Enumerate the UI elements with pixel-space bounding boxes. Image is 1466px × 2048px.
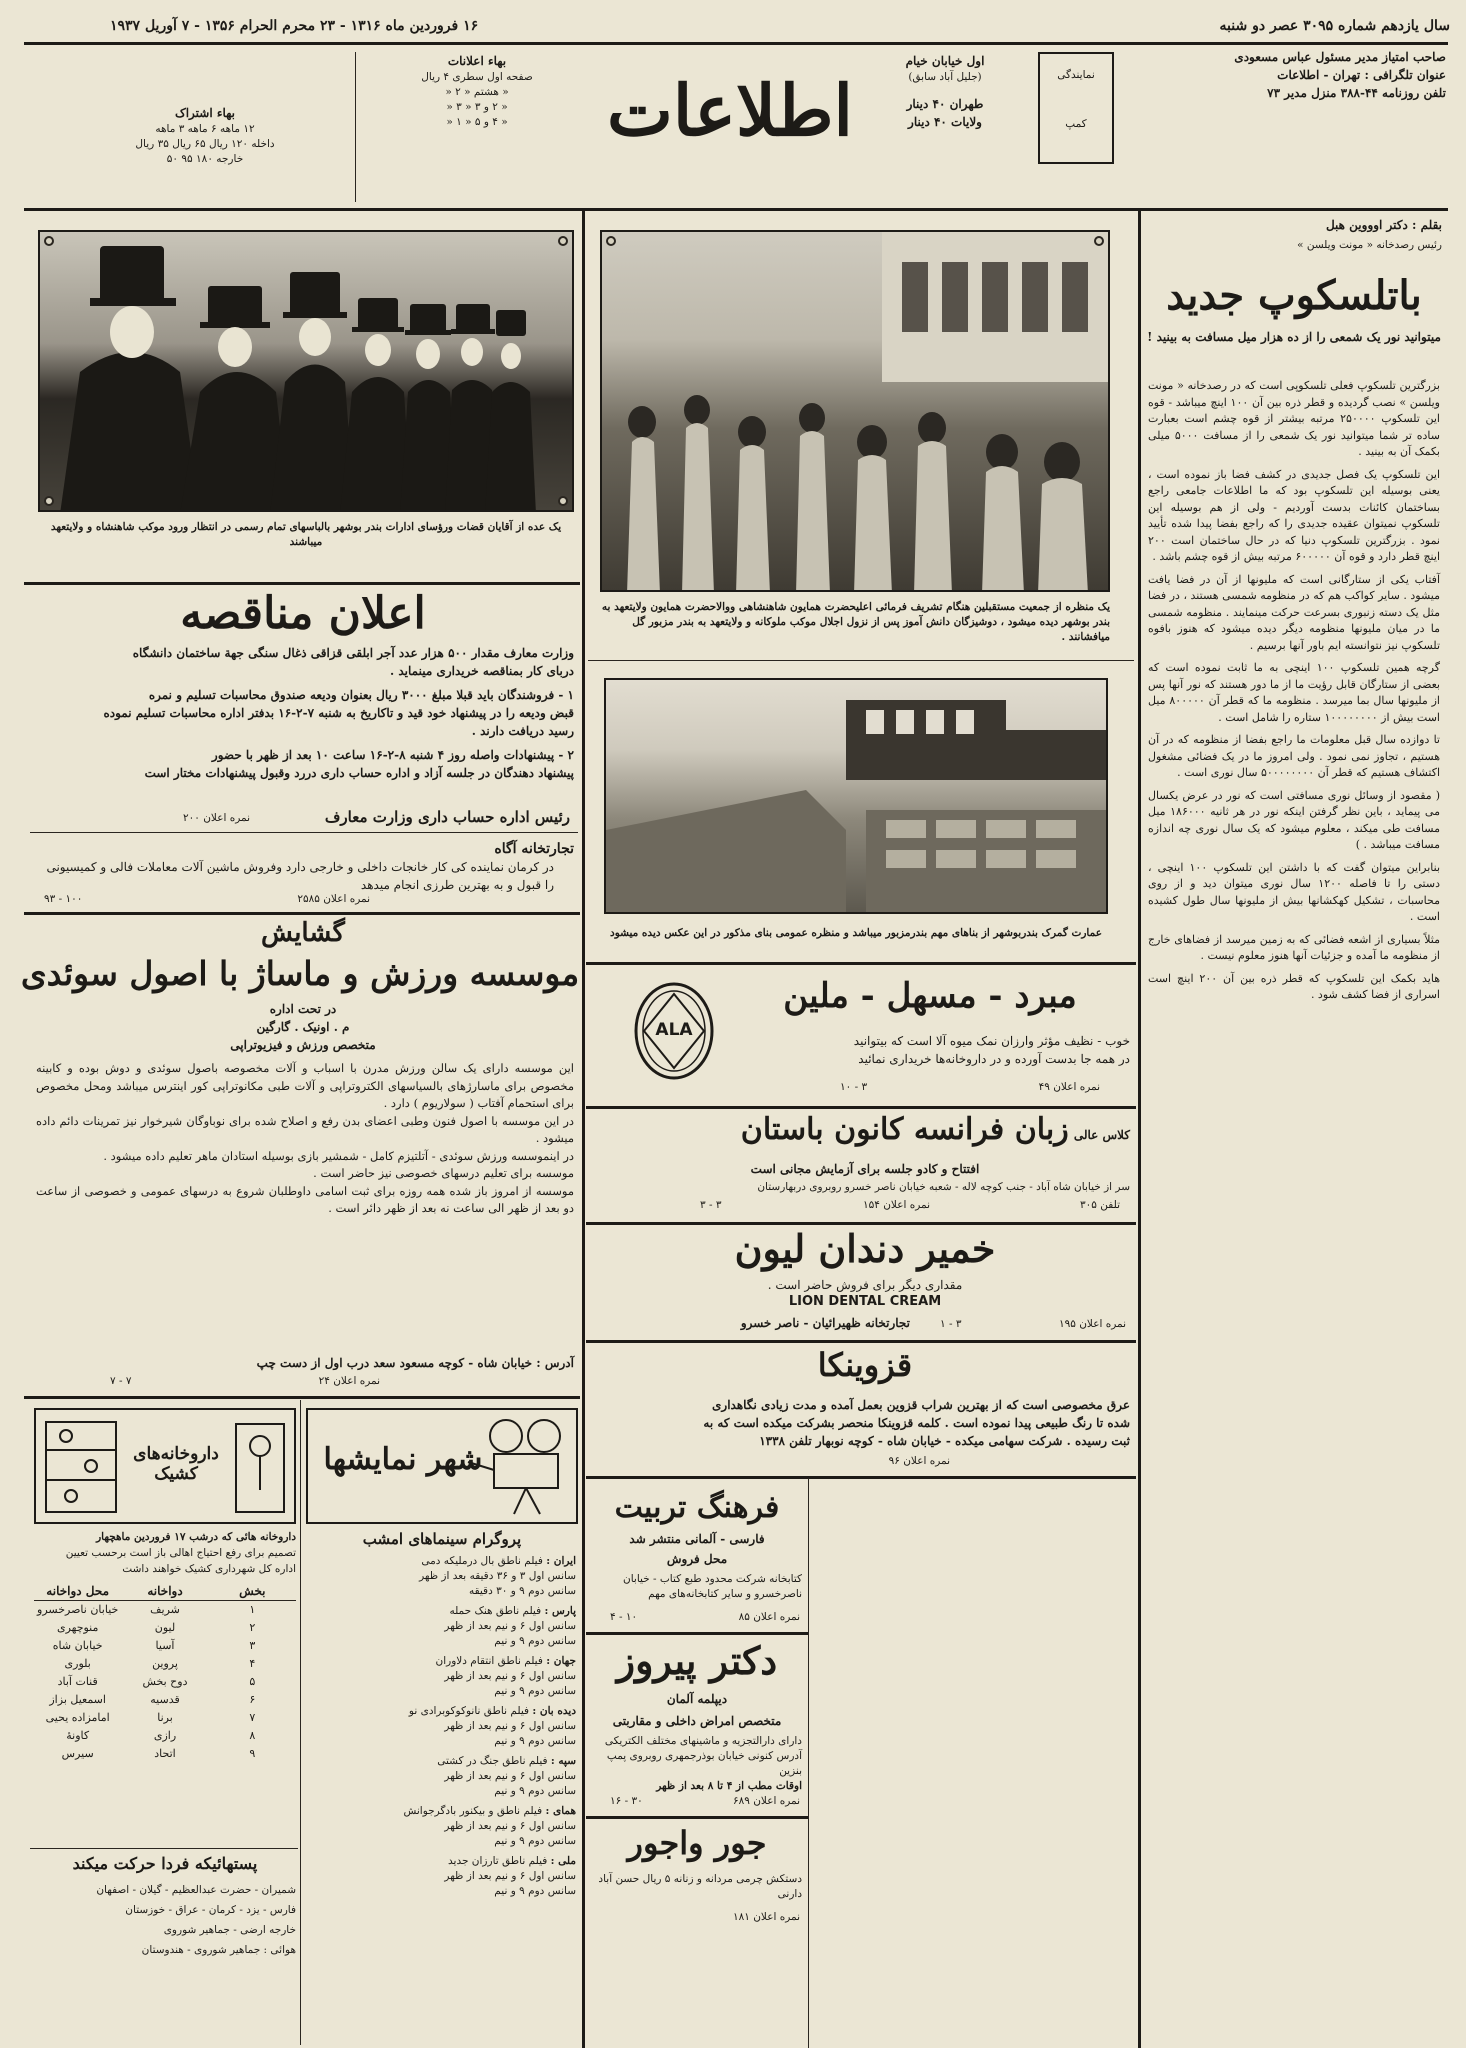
crowd-caption: یک منظره از جمعیت مستقبلین هنگام تشریف فرمائی اعلیحضرت همایون شاهنشاهی ووالاحضرت همایون ولایتعهد به بندر بوشهر دیده میشود ، دوشیزگان دانش آموز پس از نزول اجلال موکب ملوکانه و ولایتعهد به بندر مزبور گل میافشانند . xyxy=(601,601,1110,643)
telescope-author: بقلم : دکتر اوووین هبل xyxy=(1325,218,1442,232)
officials-photo xyxy=(38,230,574,512)
doctor-body xyxy=(596,1734,802,1794)
table-row: ۶ قدسیه اسمعیل بزاز xyxy=(49,1693,256,1706)
photo-corner xyxy=(606,236,616,246)
sweden-paragraph: موسسه برای تعلیم درسهای خصوصی نیز حاضر است . xyxy=(313,1166,574,1180)
jurvajur-text: دستکش چرمی مردانه و زنانه ۵ ریال حسن آباد دارنی xyxy=(598,1873,802,1900)
lion-ref: ۱ - ۳ xyxy=(940,1318,962,1330)
cinema-name: جهان : xyxy=(546,1655,576,1667)
sweden-under: در تحت اداره xyxy=(269,1002,337,1016)
issue-info: سال یازدهم شماره ۳۰۹۵ عصر دو شنبه xyxy=(1219,18,1450,34)
section-rule xyxy=(586,1816,808,1819)
section-rule xyxy=(586,1340,1136,1343)
cinema-title: پروگرام سینماهای امشب xyxy=(362,1530,522,1548)
column-divider xyxy=(582,210,585,2048)
sweden-notice: نمره اعلان ۲۴ xyxy=(318,1375,380,1387)
officials-caption: یک عده از آقایان قضات ورؤسای ادارات بندر بوشهر بالباسهای تمام رسمی در انتظار ورود موکب شاهنشاه و ولایتعهد میباشند xyxy=(50,521,562,548)
cinema-film: فیلم ناطق و بیکنور بادگرجوانش xyxy=(403,1805,543,1817)
cinema-entry xyxy=(310,1804,576,1849)
qazvinka-title: قزوینکا xyxy=(817,1346,913,1384)
ads-price-row: « ۴ و ۵ « ۱ « xyxy=(446,116,508,128)
sweden-title: موسسه ورزش و ماساژ با اصول سوئدی xyxy=(20,954,580,993)
table-row: ۹ اتحاد سیرس xyxy=(61,1747,256,1760)
address-line: اول خیابان خیام xyxy=(905,54,985,68)
french-prefix: کلاس عالی xyxy=(1073,1128,1130,1142)
french-ref: ۳ - ۳ xyxy=(700,1199,722,1211)
cinema-entry xyxy=(310,1654,576,1699)
crowd-photo xyxy=(600,230,1110,592)
telescope-paragraph: مثلاً بسیاری از اشعه فضائی که به زمین میرسد از فضاهای خارج از منظومه ما آمده و جزئیات آنها هنوز معلوم نیست . xyxy=(1148,932,1440,962)
doctor-line: دارای دارالتجزیه و ماشینهای مختلف الکتریکی xyxy=(604,1735,802,1747)
doctor-line: اوقات مطب از ۴ تا ۸ بعد از ظهر xyxy=(656,1780,802,1792)
sweden-address: آدرس : خیابان شاه - کوچه مسعود سعد درب اول از دست چپ xyxy=(256,1356,574,1370)
french-line: افتتاح و کادو جلسه برای آزمایش مجانی است xyxy=(750,1162,980,1176)
cinema-banner xyxy=(306,1408,578,1524)
mobarred-notice: نمره اعلان ۴۹ xyxy=(1038,1081,1100,1093)
officials-photo-figures xyxy=(40,232,574,512)
doctor-title: دکتر پیروز xyxy=(616,1638,778,1683)
french-header xyxy=(600,1112,1130,1147)
sweden-kicker: گشایش xyxy=(261,918,345,948)
section-rule xyxy=(24,582,580,585)
column-divider xyxy=(1138,210,1141,2048)
mobarred-text: خوب - نظیف مؤثر وارزان نمک میوه آلا است که بیتوانید xyxy=(853,1034,1130,1048)
tejarat-ref: ۹۳ - ۱۰۰ xyxy=(44,893,83,905)
tender-line: ۱ - فروشندگان باید قبلا مبلغ ۳۰۰۰ ریال بعنوان ودیعه صندوق محاسبات تسلیم و نمره xyxy=(148,688,574,702)
cinema-film: فیلم ناطق هنک حمله xyxy=(449,1605,542,1617)
farhang-title: فرهنگ تربیت xyxy=(614,1490,780,1525)
price-provinces: ولایات ۴۰ دینار xyxy=(908,115,982,129)
french-phone: تلفن ۳۰۵ xyxy=(1080,1199,1120,1211)
cinema-entry xyxy=(310,1754,576,1799)
agency-line-2: کمپ xyxy=(1065,118,1087,130)
section-rule xyxy=(586,962,1136,965)
section-rule xyxy=(30,1848,298,1849)
mail-line: خارجه ارضی - جماهیر شوروی xyxy=(163,1924,296,1936)
tender-title: اعلان مناقصه xyxy=(180,588,426,639)
date-line: ۱۶ فروردین ماه ۱۳۱۶ - ۲۳ محرم الحرام ۱۳۵۶ - ۷ آوریل ۱۹۳۷ xyxy=(110,18,479,34)
cinema-session: سانس دوم ۹ و نیم xyxy=(494,1885,576,1897)
cinema-entry xyxy=(310,1854,576,1899)
ads-price-row: « ۲ و ۳ « ۳ « xyxy=(446,101,508,113)
cinema-film: فیلم ناطق جنگ در کشتی xyxy=(437,1755,548,1767)
qazvinka-body xyxy=(600,1396,1130,1450)
cinema-session: سانس اول ۳ و ۳۶ دقیقه بعد از ظهر xyxy=(419,1570,576,1582)
tejarat-notice: نمره اعلان ۲۵۸۵ xyxy=(297,893,370,905)
qazvinka-line: شده تا رنگ طبیعی پیدا نموده است . کلمه قزوینکا منحصر بشرکت میکده است که به xyxy=(703,1416,1130,1430)
table-row: ۳ آسیا خیابان شاه xyxy=(52,1639,256,1652)
cinema-name: همای : xyxy=(545,1805,576,1817)
lion-title: خمیر دندان لیون xyxy=(734,1226,996,1271)
sweden-ref: ۷ - ۷ xyxy=(110,1375,132,1387)
cinema-film: فیلم ناطق بال درملیکه دمی xyxy=(421,1555,543,1567)
crowd-photo-figures xyxy=(602,232,1110,592)
agency-line: نمایندگی xyxy=(1057,69,1095,81)
photo-corner xyxy=(44,496,54,506)
tender-line: دربای کار بمناقصه خریداری مینماید . xyxy=(390,664,574,678)
masthead-title: اطلاعات xyxy=(607,69,853,152)
cinema-session: سانس دوم ۹ و نیم xyxy=(494,1735,576,1747)
address-line-2: (جلیل آباد سابق) xyxy=(908,71,982,83)
mail-line: فارس - یزد - کرمان - عراق - خوزستان xyxy=(125,1904,296,1916)
telescope-paragraph: این تلسکوپ یک فصل جدیدی در کشف فضا باز نموده است ، یعنی بوسیله این تلسکوپ بود که ما اطلاعات جامعی راجع بساختمان کائنات بدست آوردیم - ولی از هم بوسیله این تلسکوپ نمیتوان عقیده جدیدی را که راجع بفضا پیدا شده تأیید نمود . بزرگترین تلسکوپ دنیا که در حال ساختمان است ۲۰۰ اینچ قطر دارد و قوه آن ۶۰۰۰۰۰ مرتبه بیش از قوه چشم باشد . xyxy=(1148,467,1440,563)
doctor-ref: ۱۶ - ۳۰ xyxy=(610,1795,643,1807)
cinema-film: فیلم ناطق نانوکوکوبرادی نو xyxy=(408,1705,530,1717)
sweden-paragraph: این موسسه دارای یک سالن ورزش مدرن با اسباب و آلات مخصوصه باصول سوئدی و دوش بوده و کابینه مخصوص برای ماسارژهای بالسیاسهای الکتروتراپی و آلات طبی مکانوتراپی کور اینترس میباشد ومحل مخصوص برای استحمام آفتاب ( سولاریوم ) دارد . xyxy=(36,1061,574,1110)
cinema-session: سانس اول ۶ و نیم بعد از ظهر xyxy=(444,1870,576,1882)
qazvinka-line: عرق مخصوصی است که از بهترین شراب قزوین بعمل آمده و مدت زیادی نگاهداری xyxy=(712,1398,1130,1412)
tender-line: وزارت معارف مقدار ۵۰۰ هزار عدد آجر ابلقی قزاقی ذغال سنگی جهة ساختمان دانشگاه xyxy=(132,646,574,660)
section-rule xyxy=(588,660,1134,661)
telegraph-line: عنوان تلگرافی : تهران - اطلاعات xyxy=(1277,68,1446,82)
mail-line: شمیران - حضرت عبدالعظیم - گیلان - اصفهان xyxy=(96,1884,296,1896)
ads-price-block xyxy=(362,52,592,130)
section-rule xyxy=(586,1106,1136,1109)
cinema-session: سانس اول ۶ و نیم بعد از ظهر xyxy=(444,1670,576,1682)
farhang-text: کتابخانه شرکت محدود طبع کتاب - خیابان ناصرخسرو و سایر کتابخانه‌های مهم xyxy=(622,1573,802,1600)
publisher-line: صاحب امتیاز مدیر مسئول عباس مسعودی xyxy=(1234,50,1446,64)
pharmacy-table xyxy=(34,1582,296,1763)
farhang-sub: فارسی - آلمانی منتشر شد xyxy=(629,1532,765,1546)
customs-photo-buildings xyxy=(606,680,1108,914)
qazvinka-line: ثبت رسیده . شرکت سهامی میکده - خیابان شاه - کوچه نوبهار تلفن ۱۳۳۸ xyxy=(759,1434,1130,1448)
cinema-name: پارس : xyxy=(544,1605,576,1617)
telescope-headline: باتلسکوپ جدید xyxy=(1166,272,1422,319)
farhang-place: محل فروش xyxy=(666,1552,728,1566)
pharmacy-intro-3: اداره کل شهرداری کشیک خواهند داشت xyxy=(122,1563,296,1575)
telescope-paragraph: ( مقصود از وسائل نوری مسافتی است که نور در عرض یکسال می پیماید ، باین نظر گرفتن اینکه نور در هر ثانیه ۱۸۶۰۰۰ میل مسافت طی میکند ، معلوم میشود که یک سال نوری چه اندازه مسافت میباشد . ) xyxy=(1148,788,1440,851)
telescope-author-title: رئیس رصدخانه « مونت ویلسن » xyxy=(1297,239,1442,251)
cinema-film: فیلم ناطق تارزان جدید xyxy=(448,1855,548,1867)
section-rule xyxy=(24,912,580,915)
telescope-paragraph: هاید بکمک این تلسکوپ که قطر ذره بین آن ۲۰۰ اینچ است اسراری از فضا کشف شود . xyxy=(1148,971,1440,1001)
pharmacy-intro-2: تصمیم برای رفع احتیاج اهالی باز است برحسب تعیین xyxy=(65,1547,296,1559)
phone-line: تلفن روزنامه ۴۴-۳۸۸ منزل مدیر ۷۳ xyxy=(1267,86,1446,100)
table-row: ۸ رازی کاونهٔ xyxy=(66,1729,256,1742)
sweden-body xyxy=(36,1060,574,1218)
tender-line: قبض ودیعه را در پیشنهاد خود قید و تاکاریخ به شنبه ۷-۲-۱۶ بدفتر اداره محاسبات تسلیم نموده xyxy=(103,706,574,720)
table-row: ۵ دوح بخش قنات آباد xyxy=(57,1675,256,1688)
cinema-name: دیده بان : xyxy=(532,1705,576,1717)
customs-caption: عمارت گمرک بندربوشهر از بناهای مهم بندرمزبور میباشد و منظره عمومی بنای مذکور در این عکس دیده میشود xyxy=(610,927,1102,939)
cinema-session: سانس دوم ۹ و نیم xyxy=(494,1685,576,1697)
tender-line: پیشنهاد دهندگان در جلسه آزاد و اداره حساب داری دررد وقبول پیشنهادات مختار است xyxy=(144,766,574,780)
section-rule xyxy=(586,1632,808,1635)
subscription-row: ۱۲ ماهه ۶ ماهه ۳ ماهه xyxy=(155,123,255,135)
ala-logo-text: ALA xyxy=(655,1020,693,1040)
pharmacy-col-district: بخش xyxy=(239,1584,266,1598)
tender-signature: رئیس اداره حساب داری وزارت معارف xyxy=(324,808,570,826)
photo-corner xyxy=(558,236,568,246)
subscription-row: خارجه ۱۸۰ ۹۵ ۵۰ xyxy=(166,153,244,165)
tender-line: رسید دریافت دارند . xyxy=(471,724,574,738)
telescope-paragraph: آفتاب یکی از ستارگانی است که ملیونها از آن در فضا یافت میشود . سایر کواکب هم که در منظومه شمسی هستند ، در فضا مثل یک دسته زنبوری بسرعت حرکت مینمایند . منظومه شمسی ما در میان ملیونها منظومه دیگر دیده میشود که هنوز بافوه تلسکوپ نیز نتوانسته ایم باور آنها برسیم . xyxy=(1148,572,1440,652)
french-title: زبان فرانسه کانون باستان xyxy=(740,1112,1069,1147)
price-tehran: طهران ۴۰ دینار xyxy=(906,97,984,111)
sweden-names: م . اونیک . گارگین xyxy=(256,1020,350,1034)
cinema-name: ملی : xyxy=(550,1855,576,1867)
pharmacy-intro: داروخانه هائی که درشب ۱۷ فروردین ماهچهار xyxy=(96,1531,296,1543)
doctor-specialty: متخصص امراض داخلی و مقاربتی xyxy=(612,1714,782,1728)
cinema-session: سانس اول ۶ و نیم بعد از ظهر xyxy=(444,1820,576,1832)
subscription-row: داخله ۱۲۰ ریال ۶۵ ریال ۳۵ ریال xyxy=(135,138,275,150)
cinema-entry xyxy=(310,1554,576,1599)
price-block xyxy=(860,52,1030,131)
telescope-paragraph: تا دوازده سال قبل معلومات ما راجع بفضا از منظومه که در آن هستیم ، تجاوز نمی نمود . ولی امروز ما در یک فضائی مشغول اکتشاف هستیم که قطر آن ۵۰۰۰۰۰۰۰۰ سال نوری است . xyxy=(1148,733,1440,779)
cinema-film: فیلم ناطق انتقام دلاوران xyxy=(435,1655,543,1667)
doctor-line: آدرس کنونی خیابان بوذرجمهری روبروی پمپ بنزین xyxy=(606,1750,802,1777)
ads-price-row: صفحه اول سطری ۴ ریال xyxy=(421,71,533,83)
table-row: ۲ لیون منوچهری xyxy=(56,1621,256,1634)
customs-photo xyxy=(604,678,1108,914)
telescope-paragraph: گرچه همین تلسکوپ ۱۰۰ اینچی به ما ثابت نموده است که بعضی از ستارگان قابل رؤیت ما از ما دور هستند که نور آنها پس از ملیونها سال بما میرسد . منظومه ما که قطر آن ۸۰۰۰۰۰ میل است بیش از ۱۰۰۰۰۰۰۰۰ ستاره را شامل است . xyxy=(1148,661,1440,724)
cinema-session: سانس اول ۶ و نیم بعد از ظهر xyxy=(444,1720,576,1732)
ala-logo xyxy=(632,980,716,1082)
pharmacy-banner xyxy=(34,1408,296,1524)
telescope-byline xyxy=(1146,216,1442,253)
tender-notice: نمره اعلان ۲۰۰ xyxy=(182,812,250,824)
cinema-name: سپه : xyxy=(550,1755,576,1767)
telescope-subhead: میتوانید نور یک شمعی را از ده هزار میل مسافت به بینید ! xyxy=(1147,330,1441,344)
sweden-specialty: متخصص ورزش و فیزیوتراپی xyxy=(230,1038,376,1052)
agency-box xyxy=(1038,52,1114,164)
pharmacy-col-location: محل دواخانه xyxy=(46,1584,110,1598)
cinema-session: سانس اول ۶ و نیم بعد از ظهر xyxy=(444,1770,576,1782)
qazvinka-notice: نمره اعلان ۹۶ xyxy=(888,1455,950,1467)
subscription-block xyxy=(60,104,350,167)
column-divider xyxy=(808,1478,809,2048)
lion-seller: تجارتخانه ظهیرائیان - ناصر خسرو xyxy=(740,1316,910,1330)
section-rule xyxy=(586,1222,1136,1225)
telescope-paragraph: بزرگترین تلسکوپ فعلی تلسکوپی است که در رصدخانه « مونت ویلسن » نصب گردیده و قطر ذره بین آن ۱۰۰ اینچ میباشد - قوه این تلسکوپ ۲۵۰۰۰۰ مرتبه بیشتر از قوه چشم است بعبارت ساده تر شما میتوانید نور یک شمعی را از مسافت ۵۰۰۰ میلی بکمک آن به بینید . xyxy=(1148,379,1440,458)
table-row: ۷ برنا امامزاده یحیی xyxy=(45,1711,256,1724)
cinema-session: سانس دوم ۹ و نیم xyxy=(494,1635,576,1647)
section-rule xyxy=(24,1396,580,1399)
cinema-session: سانس دوم ۹ و ۳۰ دقیقه xyxy=(468,1585,576,1597)
pharmacy-col-name: دواخانه xyxy=(147,1584,183,1598)
mobarred-text-2: در همه جا بدست آورده و در داروخانه‌ها خریداری نمائید xyxy=(858,1052,1130,1066)
cinema-session: سانس اول ۶ و نیم بعد از ظهر xyxy=(444,1620,576,1632)
tejarat-title: تجارتخانه آگاه xyxy=(494,841,574,857)
photo-corner xyxy=(44,236,54,246)
mail-line: هوائی : جماهیر شوروی - هندوستان xyxy=(141,1944,296,1956)
cinema-list xyxy=(310,1554,576,1904)
table-row: ۴ پروین بلوری xyxy=(64,1657,256,1670)
photo-corner xyxy=(558,496,568,506)
tejarat-ad xyxy=(34,838,574,857)
doctor-notice: نمره اعلان ۶۸۹ xyxy=(732,1795,800,1807)
cinema-entry xyxy=(310,1604,576,1649)
tender-line: ۲ - پیشنهادات واصله روز ۴ شنبه ۸-۲-۱۶ ساعت ۱۰ بعد از ظهر با حضور xyxy=(211,748,574,762)
farhang-notice: نمره اعلان ۸۵ xyxy=(738,1611,800,1623)
pharmacy-banner-text: داروخانه‌های کشیک xyxy=(133,1444,219,1484)
cinema-session: سانس دوم ۹ و نیم xyxy=(494,1785,576,1797)
lion-notice: نمره اعلان ۱۹۵ xyxy=(1058,1318,1126,1330)
sweden-paragraph: در اینموسسه ورزش سوئدی - آتلتیزم کامل - شمشیر بازی بوسیله استادان ماهر تعلیم داده میشود . xyxy=(103,1148,574,1163)
telescope-body xyxy=(1148,378,1440,1004)
french-address: سر از خیابان شاه آباد - جنب کوچه لاله - شعبه خیابان ناصر خسرو روبروی دربهارستان xyxy=(757,1181,1130,1193)
mobarred-title: مبرد - مسهل - ملین xyxy=(783,976,1077,1016)
top-rule xyxy=(24,42,1448,45)
column-divider xyxy=(300,1400,301,2045)
cinema-entry xyxy=(310,1704,576,1749)
jurvajur-notice: نمره اعلان ۱۸۱ xyxy=(732,1911,800,1923)
sweden-paragraph: موسسه از امروز باز شده همه روزه برای ثبت اسامی داوطلبان شروع به درسهای عمومی و خصوصی از ساعت دو بعد از ظهر الی ساعت نه بعد از ظهر دائر است . xyxy=(36,1183,574,1215)
photo-corner xyxy=(1094,236,1104,246)
masthead-rule xyxy=(24,208,1448,211)
mail-list xyxy=(34,1880,296,1960)
masthead-divider xyxy=(355,52,356,202)
table-row: ۱ شریف خیابان ناصرخسرو xyxy=(37,1603,256,1616)
mail-title: پستهائیکه فردا حرکت میکند xyxy=(72,1854,258,1873)
cinema-name: ایران : xyxy=(546,1555,576,1567)
publisher-block xyxy=(1118,48,1446,102)
jurvajur-title: جور واجور xyxy=(627,1824,767,1862)
cinema-banner-text: شهر نمایشها xyxy=(323,1442,483,1477)
lion-text: مقداری دیگر برای فروش حاضر است . xyxy=(767,1278,963,1292)
section-rule xyxy=(30,832,578,833)
cinema-session: سانس دوم ۹ و نیم xyxy=(494,1835,576,1847)
tejarat-text: در کرمان نماینده کی کار خانجات داخلی و خارجی دارد وفروش ماشین آلات معاملات فالی و کمیسیونی را قبول و به بهترین طرزی انجام میدهد xyxy=(46,860,554,892)
telescope-paragraph: بنابراین میتوان گفت که با داشتن این تلسکوپ ۱۰۰ اینچی ، دستی را تا فاصله ۱۲۰۰ سال نوری میتوان دید و از روی محاسبات ، تشکیل کهکشانها بیش از ملیونها سال طول کشیده است . xyxy=(1148,860,1441,923)
ads-price-title: بهاء اعلانات xyxy=(447,54,507,68)
mobarred-ref: ۱۰ - ۳ xyxy=(840,1081,868,1093)
tender-body xyxy=(34,644,574,782)
pharmacy-header-row xyxy=(34,1582,296,1601)
lion-latin: LION DENTAL CREAM xyxy=(788,1294,942,1309)
subscription-title: بهاء اشتراک xyxy=(174,106,236,120)
sweden-paragraph: در این موسسه با اصول فنون وطبی اعضای بدن رفع و اصلاح شده برای نوباوگان شیرخوار نیز تمرینات دائم داده میشود . xyxy=(36,1113,574,1145)
doctor-sub: دیپلمه آلمان xyxy=(666,1692,728,1706)
ads-price-row: « هشتم « ۲ « xyxy=(445,86,509,98)
farhang-ref: ۴ - ۱۰ xyxy=(610,1611,638,1623)
section-rule xyxy=(586,1476,1136,1479)
french-notice: نمره اعلان ۱۵۴ xyxy=(862,1199,930,1211)
